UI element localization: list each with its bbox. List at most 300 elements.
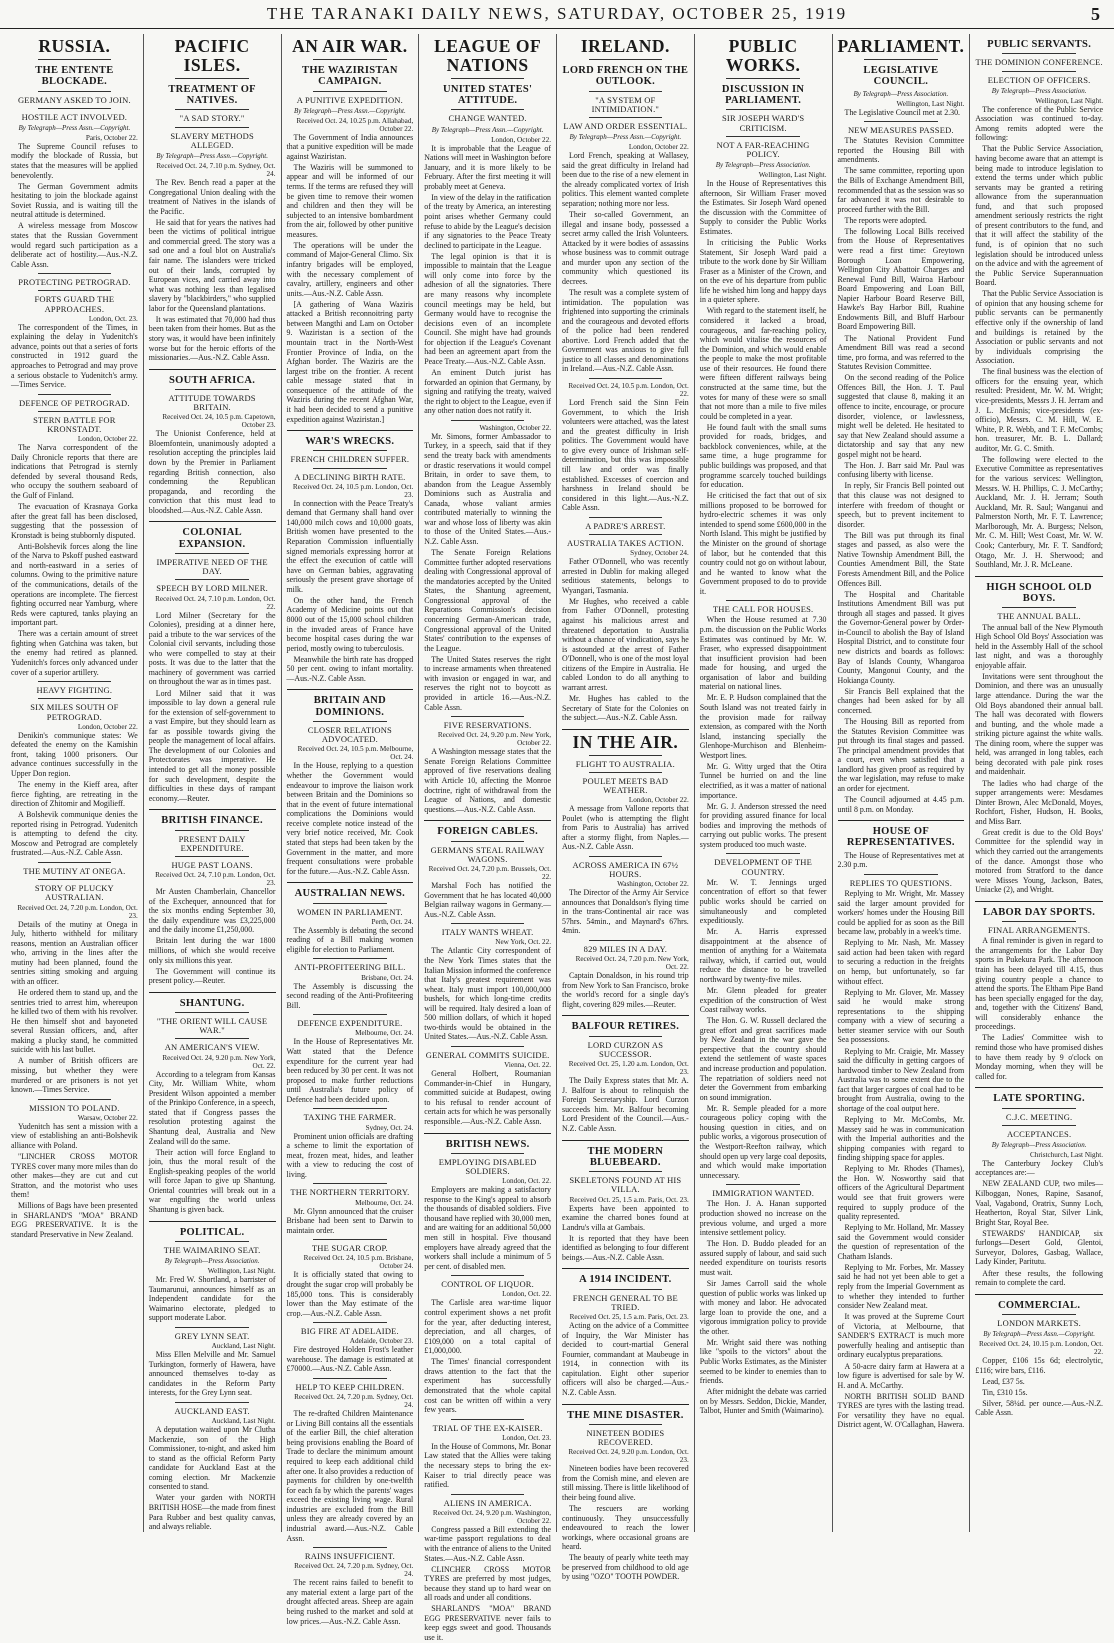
article [149,1402,276,1532]
headline: SIX MILES SOUTH OF PETROGRAD. [30,702,119,722]
article-body [149,1070,276,1215]
byline: By Telegraph—Press Assn.—Copyright. [983,1330,1095,1339]
paragraph: In the House, replying to a question whether the Government would endeavour to improve the liaison work between Britain and the Dominions so that in the event of future international complications the Dominions would receive complete notice instead of the very brief notice received, Mr. Cook stated that steps had been taken by the Government in the matter, and more frequent consultations were probable for the future.—Aus.-N.Z. Cable Assn. [286,761,414,876]
article-body [287,982,414,1011]
article-body [424,432,551,712]
divider [864,121,938,122]
headline: THE NORTHERN TERRITORY. [290,1187,410,1198]
article [975,1294,1103,1418]
headline-rule [175,1012,249,1013]
paragraph: The Housing Bill as reported from the Statutes Revision Committee was put through its final stages and passed. The principal amendment provides that a court, even when satisfied that a landlord has given proof as required by the war legislation, may refuse to make an order for ejectment. [837,716,965,793]
divider [562,1404,689,1405]
dateline: Received Oct. 24, 7.20 p.m. New York, Oct. 22. [575,955,689,972]
divider [287,689,414,690]
headline: SIR JOSEPH WARD'S CRITICISM. [722,113,805,133]
paragraph: Britain lent during the war 1800 millions, of which she would receive only six millions this year. [148,936,276,965]
dateline: Received Oct. 24, 10.5 p.m. Melbourne, Oct. 24. [297,745,414,762]
article-body [287,1037,414,1104]
paragraph: The annual ball of the New Plymouth High School Old Boys' Association was held in the Assembly Hall of the school last night, and was a thoroughly enjoyable affair. [975,622,1103,670]
headline: SKELETONS FOUND AT HIS VILLA. [569,1175,682,1195]
paragraph: Mr. A. Harris expressed disappointment at the absence of mention of anything for a Waitemata railway, which, if carried out, would reduce the distance to be travelled northward by twenty-five miles. [699,927,827,984]
paragraph: It is reported that they have been identified as belonging to four different beings.—Aus.-N.Z. Cable Assn. [562,1233,689,1262]
article [562,378,689,513]
headline-rule [175,127,249,128]
paragraph: Replying to Mr. Wright, Mr. Massey said the larger amount provided for workers' homes under the Housing Bill could be applied for as soon as the Bill became law, probably in a week's time. [837,889,965,937]
paragraph: The operations will be under the command of Major-General Climo. Six infantry brigades will be employed, with the necessary complement of cavalry, artillery, engineers and other units.—Aus.-N.Z. Cable Assn. [286,240,414,298]
paragraph: Employers are making a satisfactory response to the King's appeal to absorb the thousands of disabled soldiers. Five thousand have replied with 30,000 men, and are waiting for an additional 50,000 men still in hospital. Five thousand employers have already agreed that the workers shall include a minimum of 5 per cent. of disabled men. [424,1185,551,1271]
headline: C.J.C. MEETING. [1005,1111,1073,1122]
paragraph: The Legislative Council met at 2.30. [844,107,960,117]
article-body [975,1356,1103,1418]
news-columns [6,34,1108,1643]
article [562,1268,689,1397]
divider [726,853,800,854]
divider [975,901,1103,902]
headline: IN THE AIR. [572,731,679,752]
headline: LONDON MARKETS. [997,1318,1081,1328]
paragraph: Denikin's communique states: We defeated the enemy on the Kamishin front, taking 1000 prisoners. Our advance continues successfully in the Upper Don region. [11,730,138,778]
headline-rule [38,698,112,699]
paragraph: Mr. G. J. Anderson stressed the need for providing assured finance for local bodies and improving the methods of carrying out public works. The present system produced too much waste. [699,801,827,849]
dateline: Received Oct. 24, 10.5 p.m. Brisbane, October 24. [303,1254,414,1271]
divider [313,1183,387,1184]
dateline: Brisbane, Oct. 24. [361,973,414,982]
byline: By Telegraph—Press Association. [715,161,811,170]
paragraph: Their so-called Government, an illegal and insane body, possessed a secret army called the Irish Volunteers. Attacked by it were bodies of assassins whose business was to commit outrage and murder upon any section of the community which questioned its decrees. [562,209,689,286]
paragraph: He said that for years the natives had been the victims of political intrigue and commercial greed. The story was a sad one and a foul blot on Australia's fair name. The islanders were tricked out of their lands, corrupted by European vices, and carried away into what was nothing less than legalised slavery by "blackbirders," who supplied labor for the Queensland plantations. [148,217,276,313]
headline: THE MODERN BLUEBEARD. [587,1145,664,1168]
article-body [287,926,414,955]
byline: By Telegraph—Press Assn.—Copyright. [18,123,131,132]
paragraph: The evacuation of Krasnaya Gorka after the great fall has been disclosed, suggesting that the possession of Kronstadt is being stubbornly disputed. [11,502,138,540]
paragraph: The Unionist Conference, held at Bloemfontein, unanimously adopted a resolution accepting the principles laid down by the Premier in Parliament regarding British connection, also condemning the Republican propaganda, and recording the conviction that this must lead to bloodshed.—Aus.-N.Z. Cable Assn. [148,429,276,515]
dateline: Received Oct. 24, 7.10 p.m. London, Oct. 23. [155,871,276,888]
article-body [424,946,551,1042]
article [287,1378,414,1543]
headline: IMPERATIVE NEED OF THE DAY. [156,557,268,577]
paragraph: The Senate Foreign Relations Committee further adopted reservations dealing with Congressional approval of the mandatories accepted by the United States, the Shantung agreement, Congressional approval of the Reparations Commission's decision concerning German-American trade, Congressional approval of the United States' contribution to the expenses of the League. [424,548,551,653]
divider [838,820,965,821]
article [149,809,276,985]
headline: SOUTH AFRICA. [169,374,256,386]
news-column [695,34,833,1532]
article-body [562,1076,689,1133]
paragraph: Great credit is due to the Old Boys' Committee for the splendid way in which they carried out the arrangements of the dance. Amongst those who motored from Stratford to the dance were Misses Young, Jackson, Bates, Uniacke (2), and Wright. [975,827,1103,895]
headline: THE WAZIRISTAN CAMPAIGN. [302,64,398,88]
headline: A PADRE'S ARREST. [585,520,666,531]
headline: TAXING THE FARMER. [303,1112,397,1123]
article [562,729,689,852]
dateline: Vienna, Oct. 22. [504,1061,551,1070]
paragraph: The following were elected to the Executive Committee as representatives for the various services: Wellington, Messrs. W. H. Phillips, C. J. McCarthy; Auckland, Mr. J. H. Jerram; South Auckland, Mr. R. Saul; Wanganui and Palmerston North, Mr. F. T. Lawrence; Marlborough, Mr. A. Burgess; Nelson, Mr. C. M. Hill; West Coast, Mr. W. W. Cook; Canterbury, Mr. F. T. Sandford; Otago, Mr. J. H. Sherwood; and Southland, Mr. J. R. McLeane. [975,454,1103,570]
headline: TRIAL OF THE EX-KAISER. [432,1422,543,1433]
paragraph: The beauty of pearly white teeth may be preserved from childhood to old age by using "OZO" TOOTH POWDER. [562,1553,689,1582]
article [11,394,138,678]
article [700,853,827,1180]
headline-rule [38,290,112,291]
headline: LEAGUE OF NATIONS [434,36,542,75]
headline: DEFENCE OF PETROGRAD. [19,397,130,408]
paragraph: Captain Donaldson, in his round trip from New York to San Francisco, broke the world's record for a single day's flight, covering 829 miles.—Reuter. [562,971,689,1009]
article [700,37,827,596]
paragraph: He ordered them to stand up, and the sentries tried to arrest him, whereupon he killed two of them with his revolver. He then himself shot and bayoneted several Russian officers, and, after making a plucky stand, he committed suicide with his last bullet. [11,987,138,1055]
article [838,820,965,870]
headline: NINETEEN BODIES RECOVERED. [586,1427,665,1448]
divider [451,1275,525,1276]
headline-rule [313,91,387,92]
divider [313,1322,387,1323]
divider [864,874,938,875]
article [287,1239,414,1318]
paragraph: A Washington message states that the Senate Foreign Relations Committee approved of five reservations dealing with Article 10, affecting the Monroe doctrine, right of withdrawal from the League of Nations, and domestic questions.—Aus.-N.Z. Cable Assn. [424,747,551,814]
headline: DISCUSSION IN PARLIAMENT. [721,83,805,107]
paragraph: He criticised the fact that out of six millions proposed to be borrowed for hydro-electric schemes it was only intended to spend some £600,000 in the North Island. This might be justified by the Minister on the ground of shortage of labor, but he contended that this country could not go on without labour, and he wanted to know what the Government proposed to do to provide it. [699,491,827,596]
headline: AUSTRALIAN NEWS. [294,888,406,900]
paragraph: The Waziris will be summoned to appear and will be informed of our terms. If the terms are refused they will be given time to remove their women and children and then they will be subjected to an intensive bombardment from the air, followed by other punitive measures. [286,162,414,239]
article-body [424,1185,551,1271]
dateline: London, October 22. [77,722,138,731]
article-body [975,1159,1103,1288]
article [149,1221,276,1323]
headline: THE ENTENTE BLOCKADE. [35,64,114,88]
paragraph: The enemy in the Kieff area, after fierce fighting, are retreating in the direction of Zhitomir and Mogilieff. [11,780,138,809]
headline-rule [175,389,249,390]
paragraph: Copper, £106 15s 6d; electrolytic, £116; wire bars, £116. [975,1356,1103,1375]
article [562,37,689,374]
dateline: London, October 22. [77,435,138,444]
paragraph: The conference of the Public Service Association was continued to-day. Among remits adopted were the following: [975,104,1103,143]
headline-rule [313,468,387,469]
divider [313,1014,387,1015]
article [700,600,827,849]
article-body [424,1069,551,1126]
article [424,1046,551,1127]
divider [149,369,276,370]
headline: GREY LYNN SEAT. [174,1330,250,1341]
headline: FLIGHT TO AUSTRALIA. [575,758,675,769]
paragraph: In connection with the Peace Treaty's demand that Germany shall hand over 140,000 milch cows and 10,000 goats, British women have presented to the Reparation Commission influentially signed memorials expressing horror at the effect the execution of cattle will have on German babies, aggravating seriously the present grave shortage of milk. [286,498,414,594]
dateline: Received Oct. 24, 7.20 p.m. Sydney, Oct. 24. [294,1393,414,1410]
headline-rule [1002,1108,1076,1109]
paragraph: That the Public Service Association is of opinion that any housing scheme for public servants can be permanently effective only if the ownership of land and buildings is retained by the Association or public servants and not by individuals comprising the Association. [975,289,1103,366]
divider [175,1327,249,1328]
divider [287,882,414,883]
article [424,37,551,416]
paragraph: That the Public Service Association, having become aware that an attempt is being made to introduce legislation to extend the terms under which public servants may be granted a retiring allowance from the superannuation fund, and that such proposed amendment seriously restricts the right of present contributors to the fund, and that it will affect the stability of the fund, is of opinion that no such legislation should be introduced unless on the advice and with the agreement of the Public Service Superannuation Board. [975,144,1103,288]
headline: AUSTRALIA TAKES ACTION. [566,537,684,548]
headline-rule [589,59,663,60]
paragraph: A deputation waited upon Mr Clutha Mackenzie, son of the High Commissioner, to-night, and asked him to stand as the official Reform Party candidate for Auckland East at the coming election. Mr Mackenzie consented to stand. [148,1425,276,1492]
divider [562,1268,689,1269]
news-column [419,34,557,1643]
article-body [287,1409,414,1543]
paragraph: The same committee, reporting upon the Bills of Exchange Amendment Bill, recommended that as the session was so far advanced it was not desirable to proceed further with the Bill. [837,166,965,214]
headline-rule [38,411,112,412]
headline: ANTI-PROFITEERING BILL. [294,962,406,973]
paragraph: Mr. Simons, former Ambassador to Turkey, in a speech, said that if they send the treaty back with amendments or drastic reservations it would compel Britain, in order to save them, to abandon from the League Assembly Dominions such as Australia and Canada, whose valiant armies contributed materially to winning the war and whose loss of liberty was akin to those of the United States.—Aus.-N.Z. Cable Assn. [424,431,551,547]
paragraph: Replying to Mr. McCombs, Mr. Massey said he was in communication with the Imperial authorities and the shipping companies with regard to finding shipping space for apples. [837,1114,965,1163]
dateline: London, Oct. 22. [502,1290,551,1299]
headline: FOREIGN CABLES. [437,826,539,838]
headline-rule [1002,71,1076,72]
paragraph: Replying to Mr. Holland, Mr. Massey said the Government would consider the question of representation of the Chatham Islands. [837,1223,965,1261]
article [287,1322,414,1374]
headline-rule [451,109,525,110]
dateline: Received Oct. 24, 10.5 p.m. London, Oct. 22. [568,382,689,398]
headline: WOMEN IN PARLIAMENT. [296,906,403,917]
news-column [144,34,282,1532]
headline: A DECLINING BIRTH RATE. [294,471,406,482]
headline-rule [1002,1314,1076,1315]
dateline: Melbourne, Oct. 24. [355,1029,414,1038]
article-body [838,108,965,118]
headline-rule [589,1424,663,1425]
headline: WAR'S WRECKS. [305,436,395,448]
paragraph: "LINCHER CROSS MOTOR TYRES cover many more miles than do other makes—they are cut and cut Stratton, and the motorist who uses them! [11,1152,138,1200]
paragraph: The Statutes Revision Committee reported the Housing Bill with amendments. [837,136,965,165]
article [149,1327,276,1398]
paragraph: A number of British officers are missing, but whether they were murdered or are prisoners is not yet known.—Times Service. [11,1056,138,1095]
divider [149,992,276,993]
article [975,1087,1103,1287]
dateline: Christchurch, Last Night. [1029,1150,1103,1159]
paragraph: The United States reserves the right to increase armaments when threatened with invasion or engaged in war, and reserves the right not to boycott as provided in article 16.—Aus.-N.Z. Cable Assn. [424,654,551,712]
paragraph: Experts have been appointed to examine the charred bones found at Landru's villa at Gambais. [562,1203,689,1232]
article-body [562,557,689,723]
headline: UNITED STATES' ATTITUDE. [442,83,533,107]
headline-rule [175,579,249,580]
article-body [424,1298,551,1414]
headline-rule [451,841,525,842]
article-body [975,623,1103,895]
divider [589,378,663,379]
paragraph: The ladies who had charge of the supper arrangements were: Mesdames Dinter Brown, Alec McDonald, Moyes, Rochfort, Fisher, Hudson, H. Books, and Miss Barr. [975,778,1103,826]
news-column [282,34,420,1626]
headline: TREATMENT OF NATIVES. [168,83,256,107]
paragraph: Replying to Mr. Rhodes (Thames), the Hon. W. Nosworthy said that officers of the Agricultural Department would see that fruit growers were required to supply produce of the quality represented. [837,1164,965,1222]
article-body [287,499,414,684]
news-column [6,34,144,1532]
paragraph: Father O'Donnell, who was recently arrested in Dublin for making alleged seditious statements, belongs to Wyangari, Tasmania. [562,557,689,595]
headline: HOSTILE ACT INVOLVED. [21,111,128,122]
divider [313,1547,387,1548]
headline: THE MUTINY AT ONEGA. [23,866,126,876]
headline: LAW AND ORDER ESSENTIAL. [563,120,688,131]
paragraph: With regard to the statement itself, he considered it lacked a broad, courageous, and far-reaching policy, which would vitalise the resources of the Dominion, and which would enable the people to make the most profitable use of their resources. He found there were fifteen different railways being constructed at the same time, but the votes for many of these were so small that not more than a mile to five miles could be completed in a year. [699,306,827,421]
headline-rule [38,879,112,880]
dateline: Auckland, Last Night. [211,1417,276,1426]
paragraph: Mr. E. P. Hudson complained that the South Island was not treated fairly in the provision made for railway extension, as compared with the North Island, instancing specially the Glenhope-Murchison and Blenheim-Westport lines. [699,693,827,760]
paragraph: The Supreme Council refuses to modify the blockade of Russia, but states that the measures will be applied benevolently. [11,141,138,180]
divider [451,923,525,924]
headline: STORY OF PLUCKY AUSTRALIAN. [34,883,114,903]
headline-rule [175,109,249,110]
headline: REPLIES TO QUESTIONS. [849,877,953,888]
article [562,856,689,936]
article-body [424,1442,551,1490]
paragraph: The House of Representatives met at 2.30 p.m. [837,850,965,870]
headline-rule [589,534,663,535]
paragraph: General Holbert, Roumanian Commander-in-Chief in Hungary, committed suicide at Budapest, owing to his refusal to render account of certain acts for which he was personally responsible.—Aus.-N.Z. Cable Assn. [424,1069,551,1126]
headline-rule [313,903,387,904]
article [149,37,276,363]
headline: RAINS INSUFFICIENT. [304,1551,395,1562]
dateline: Received Oct. 24, 9.20 p.m. New York, Oct. 22. [162,1053,276,1070]
headline: LATE SPORTING. [993,1093,1085,1105]
headline: MISSION TO POLAND. [29,1102,120,1113]
paragraph: The Rev. Bench read a paper at the Congregational Union dealing with the treatment of Natives in the islands of the Pacific. [148,177,276,216]
paragraph: The Assembly is debating the second reading of a Bill making women eligible for election to Parliament. [286,925,414,954]
paragraph: The Hospital and Charitable Institutions Amendment Bill was put through all stages and passed. It gives the Governor-General power by Order-in-Council to abolish the Bay of Island Hospital District, and to constitute four new districts and boards as follows: Bay of Islands County, Whangaroa County, Mangonui County, and the Hokianga County. [837,589,965,685]
paragraph: The Hon. G. W. Russell declared the great effort and great sacrifices made by New Zealand in the war gave the perspective that the country should extend the settlement of waste spaces and increase production and population. The repatriation of soldiers need not deter the Government from embarking on sound immigration. [699,1016,827,1102]
article [424,1275,551,1414]
dateline: London, Oct. 22. [502,1177,551,1186]
dateline: Received Oct. 24, 9.20 p.m. Washington, October 22. [432,1508,551,1525]
paragraph: There was a certain amount of street fighting when Gatchina was taken, but the enemy had retired as planned. Yudenitch's forces only advanced under cover of a superior artillery. [11,629,138,677]
headline-rule [589,1036,663,1037]
paragraph: Replying to Mr. Craigie, Mr. Massey said the difficulty in getting cargoes of hardwood timber to New Zealand from Australia was to some extent due to the fact that larger cargoes of coal had to be brought from Australia, owing to the shortage of the coal output here. [837,1046,965,1113]
headline-rule [589,117,663,118]
dateline: Adelaide, October 23. [349,1337,414,1346]
headline: PRESENT DAILY EXPENDITURE. [178,833,246,853]
dateline: Wellington, Last Night. [896,99,965,108]
article [11,1099,138,1240]
headline: LABOR DAY SPORTS. [983,906,1096,918]
article [11,681,138,858]
paragraph: SHARLAND'S "MOA" BRAND EGG PRESERVATIVE never fails to keep eggs sweet and good. Thousands use it. [424,1604,551,1643]
headline-rule [175,78,249,79]
headline: PACIFIC ISLES. [174,36,250,75]
article-body [975,105,1103,570]
headline: PARLIAMENT. [837,36,965,56]
dateline: Received Oct. 24, 9.20 p.m. New York, October 22. [437,731,551,748]
paragraph: The recent rains failed to benefit to any material extent a large part of the drought affected areas. Sheep are again being rushed to the market and sold at low prices.—Aus.-N.Z. Cable Assn. [286,1578,414,1626]
paragraph: In criticising the Public Works Statement, Sir Joseph Ward paid a tribute to the work done by Sir William Fraser as a Minister of the Crown, and on the eve of his departure from public life he wished him long and happy days in a quieter sphere. [699,238,827,305]
paragraph: It is officially stated that owing to drought the sugar crop will probably be 185,000 tons. This is considerably lower than the May estimate of the crop.—Aus.-N.Z. Cable Assn. [286,1270,414,1318]
dateline: New York, Oct. 22. [495,938,551,947]
paragraph: Millions of Bags have been presented in SHARLAND'S "MOA" BRAND EGG PRESERVATIVE. It is the standard Preservative in New Zealand. [11,1201,138,1239]
dateline: Wellington, Last Night. [1035,96,1103,105]
paragraph: A final reminder is given in regard to the arrangements for the Labor Day sports in Pukekura Park. The afternoon train has been delayed till 4.15, thus giving country people a chance to attend the sports. The Eltham Pipe Band has been specially engaged for the day, and, together with the Citizens' Band, will considerably enhance the proceedings. [975,936,1103,1032]
headline-rule [38,91,112,92]
article-body [149,1350,276,1398]
headline: THE MINE DISASTER. [567,1409,684,1421]
article-body [562,888,689,936]
paragraph: Water your garden with NORTH BRITISH HOSE—the made from finest Para Rubber and best quality canvas, and always reliable. [148,1493,276,1532]
article [838,874,965,1430]
paragraph: The Assembly is discussing the second reading of the Anti-Profiteering Bill. [286,981,414,1010]
article-body [838,136,965,814]
paragraph: Meanwhile the birth rate has dropped 50 per cent. owing to infant mortality.—Aus.-N.Z. Cable Assn. [286,654,414,683]
article-body [424,747,551,814]
headline: HIGH SCHOOL OLD BOYS. [986,581,1092,604]
dateline: Received Oct. 24, 10.15 p.m. London, Oct. 22. [979,1340,1103,1357]
paragraph: Mr. Glynn announced that the cruiser Brisbane had been sent to Darwin to maintain order. [286,1206,414,1235]
article-body [700,615,827,849]
headline: IRELAND. [580,36,670,56]
paragraph: Mr Austen Chamberlain, Chancellor of the Exchequer, announced that for the six months ending September 30, the daily expenditure was £3,225,000 and the daily income £1,250,000. [148,887,276,935]
news-column [970,34,1108,1532]
divider [589,517,663,518]
article [975,901,1103,1081]
headline: "A SAD STORY." [179,113,245,124]
paragraph: Miss Ellen Melville and Mr. Samuel Turkington, formerly of Hawera, have announced themselves to-day as candidates in the Reform Party interests, for the Grey Lynn seat. [148,1350,276,1398]
divider [38,862,112,863]
divider [451,1494,525,1495]
divider [175,1402,249,1403]
divider [975,1294,1103,1295]
paragraph: Sir Francis Bell explained that the changes had been asked for by all concerned. [837,686,965,715]
article-body [562,1321,689,1398]
headline: COMMERCIAL. [997,1299,1081,1311]
headline-rule [1002,53,1076,54]
article-body [700,179,827,596]
paragraph: He found fault with the small sums provided for roads, bridges, and backblock conveniences, while, at the same time, a huge programme for public buildings was proposed, and that programme scarcely touched buildings for education. [699,422,827,490]
article [562,517,689,723]
headline: RUSSIA. [38,36,111,56]
article-body [149,1425,276,1532]
headline: HEAVY FIGHTING. [36,685,113,696]
headline: EMPLOYING DISABLED SOLDIERS. [438,1156,537,1177]
headline-rule [175,830,249,831]
dateline: Received Oct. 25, 1.5 a.m. Paris, Oct. 23. [569,1195,689,1204]
news-column [833,34,971,1532]
headline: A PUNITIVE EXPEDITION. [296,94,403,105]
article [700,1184,827,1416]
headline-rule [1002,1125,1076,1126]
article-body [287,1132,414,1180]
divider [38,681,112,682]
headline: FINAL ARRANGEMENTS. [988,925,1091,936]
dateline: Received Oct. 25, 1.5 a.m. Paris, Oct. 23. [569,1313,689,1322]
article [287,1108,414,1179]
article-body [287,1270,414,1318]
paragraph: The Atlantic City correspondent of the New York Times states that the Italian Mission informed the conference that Italy's greatest requirement was wheat. Italy must import 100,000,000 bushels, for which long-time credits will be required. Italy desired a loan of 500 million dollars, of which it hoped two-thirds would be obtained in the United States.—Aus.-N.Z. Cable Assn. [424,946,551,1042]
paragraph: Lord Milner said that it was impossible to lay down a general rule for the extension of self-government to a vast Empire, but they should learn as far as possible towards giving the people the management of local affairs. The development of our Colonies and Protectorates was imperative. He intended to get all the money possible for such development, despite the difficulties in these days of rampant economy.—Reuter. [148,688,276,803]
dateline: Received Oct. 24, 7.20 p.m. London, Oct. 23. [17,903,138,920]
paragraph: Lead, £37 5s. [982,1376,1025,1386]
dateline: Perth, Oct. 24. [371,917,414,926]
paragraph: An eminent Dutch jurist has forwarded an opinion that Germany, by signing and ratifying the treaty, waived the right to object to the League, even if any other nation does not ratify it. [424,368,551,416]
article-body [424,881,551,919]
headline: STERN BATTLE FOR KRONSTADT. [33,414,116,434]
dateline: Received Oct. 24, 10.25 p.m. Allahabad, October 22. [296,116,414,133]
dateline: Washington, October 22. [479,423,551,432]
dateline: Wellington, Last Night. [758,171,827,180]
paragraph: It was proved at the Supreme Court of Victoria, at Melbourne, that SANDER'S EXTRACT is much more powerfully healing and antiseptic than ordinary eucalyptus preparations. [837,1312,965,1360]
headline: GENERAL COMMITS SUICIDE. [425,1050,550,1060]
divider [313,1239,387,1240]
paragraph: Acting on the advice of a Committee of Inquiry, the War Minister has decided to court-martial General Fournier, commandant at Maubeuge in 1914, in connection with its capitulation. Eight other superior officers will also be charged.—Aus.-N.Z. Cable Assn. [562,1321,689,1397]
page-number: 5 [1091,4,1100,24]
article [562,940,689,1009]
divider [451,420,525,421]
paragraph: Lord Milner (Secretary for the Colonies), presiding at a dinner here, paid a tribute to the war services of the Colonial civil servants, including those who were compelled to stay at their posts. It was due to the latter that the machinery of government was carried on throughout the war as in times past. [148,610,276,687]
byline: By Telegraph—Press Association. [164,1257,260,1266]
headline: GERMANS STEAL RAILWAY WAGONS. [430,844,545,864]
masthead-title: THE TARANAKI DAILY NEWS, SATURDAY, OCTOBER 25, 1919 [266,4,848,23]
divider [589,940,663,941]
article [287,1014,414,1104]
paragraph: When the House resumed at 7.30 p.m. the discussion on the Public Works Estimates was continued by Mr. W. Fraser, who expressed disappointment that insufficient provision had been made for housing, and urged the organisation of labor and building material on national lines. [699,615,827,692]
article [424,820,551,919]
dateline: Received Oct. 25, 1.20 a.m. London, Oct. 23. [568,1060,689,1077]
paragraph: Prominent union officials are drafting a scheme to limit the exportation of meat, frozen meat, hides, and leather with a view to reducing the cost of living. [286,1131,414,1179]
divider [562,729,689,730]
article-body [287,1207,414,1236]
headline-rule [864,59,938,60]
article-body [838,889,965,1430]
